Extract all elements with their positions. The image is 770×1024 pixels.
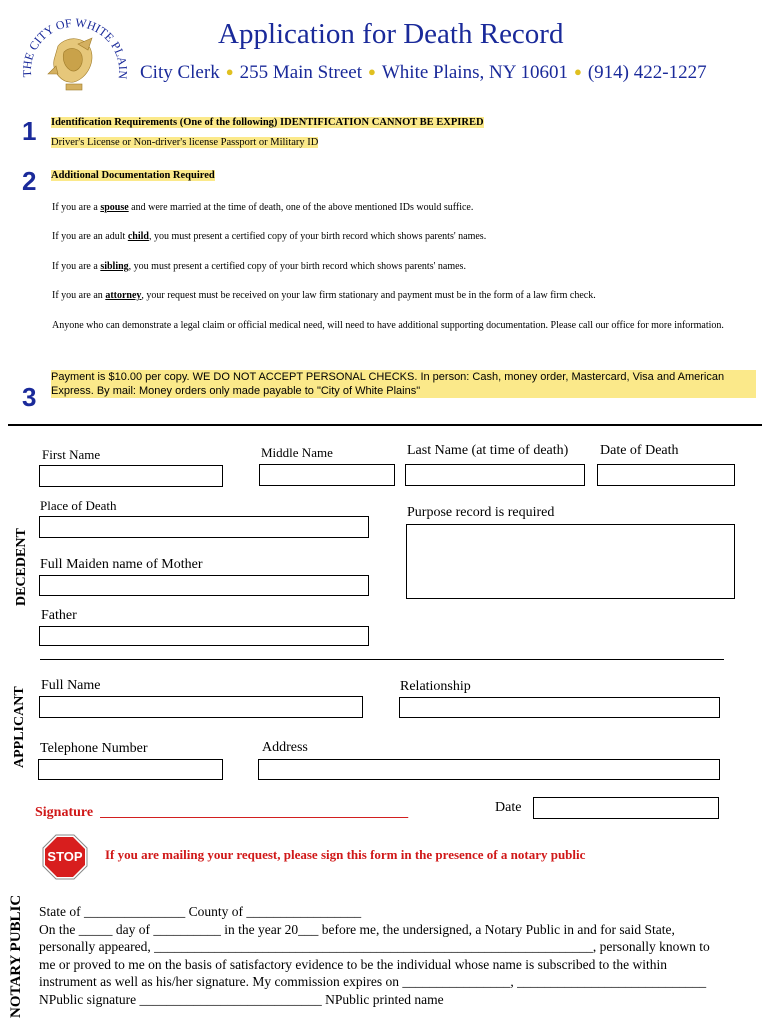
signature-label: Signature	[35, 805, 94, 820]
svg-text:THE CITY OF WHITE PLAINS: THE CITY OF WHITE PLAIN	[19, 15, 130, 80]
telephone-input[interactable]	[38, 759, 223, 780]
father-name-input[interactable]	[39, 626, 369, 646]
father-label: Father	[41, 608, 77, 623]
notary-line-signature[interactable]: NPublic signature ___________________________ NPublic printed name	[39, 991, 444, 1007]
notary-line-appeared[interactable]: personally appeared, _________________________________________________________________, personally known to	[39, 939, 710, 954]
mother-maiden-name-input[interactable]	[39, 575, 369, 596]
stop-sign-icon	[42, 834, 88, 880]
bullet-icon: ●	[368, 64, 376, 79]
office-name: City Clerk	[140, 62, 220, 83]
step2-heading: Additional Documentation Required	[51, 170, 215, 181]
step1-heading: Identification Requirements (One of the following) IDENTIFICATION CANNOT BE EXPIRED	[51, 117, 484, 128]
sibling-requirement: If you are a sibling, you must present a certified copy of your birth record which shows parents' names.	[52, 261, 466, 272]
notary-block	[39, 903, 759, 1008]
date-of-death-label: Date of Death	[600, 443, 679, 458]
decedent-first-name-input[interactable]	[39, 465, 223, 487]
notary-line-evidence: me or proved to me on the basis of satisfactory evidence to be the individual whose name is subscribed to the within	[39, 956, 667, 972]
date-label: Date	[495, 800, 522, 815]
notary-line-commission[interactable]: instrument as well as his/her signature. My commission expires on ________________, ____________________________	[39, 974, 707, 989]
notary-section-label: NOTARY PUBLIC	[8, 894, 24, 1018]
child-requirement: If you are an adult child, you must present a certified copy of your birth record which shows parents' names.	[52, 231, 487, 242]
city-seal-logo	[18, 8, 130, 100]
place-of-death-label: Place of Death	[40, 498, 117, 513]
section-divider	[8, 424, 762, 426]
applicant-full-name-input[interactable]	[39, 696, 363, 718]
decedent-last-name-input[interactable]	[405, 464, 585, 486]
purpose-label: Purpose record is required	[407, 505, 555, 520]
step-number-3: 3	[22, 382, 37, 412]
section-divider	[40, 659, 724, 660]
relationship-input[interactable]	[399, 697, 720, 718]
svg-text:STOP: STOP	[47, 849, 83, 864]
middle-name-label: Middle Name	[261, 445, 333, 460]
payment-info: Payment is $10.00 per copy. WE DO NOT ACCEPT PERSONAL CHECKS. In person: Cash, money order, Mastercard, Visa and American Express. By mail: Money orders only made payable to "City of White Plains"	[51, 370, 756, 398]
step-number-1: 1	[22, 116, 37, 146]
street-address: 255 Main Street	[239, 62, 362, 83]
signature-blank: ____________________________________________	[100, 805, 409, 820]
contact-line	[140, 62, 707, 84]
relationship-label: Relationship	[400, 679, 471, 694]
purpose-textarea[interactable]	[406, 524, 735, 599]
page-title: Application for Death Record	[218, 18, 564, 50]
place-of-death-input[interactable]	[39, 516, 369, 538]
step1-id-list: Driver's License or Non-driver's license Passport or Military ID	[51, 137, 319, 148]
telephone-label: Telephone Number	[40, 741, 148, 756]
other-claim-requirement: Anyone who can demonstrate a legal claim or official medical need, will need to have additional supporting documentation. Please call our office for more information.	[52, 320, 724, 331]
mother-name-label: Full Maiden name of Mother	[40, 557, 203, 572]
notary-line-state[interactable]: State of _______________ County of _________________	[39, 904, 362, 919]
phone-number: (914) 422-1227	[587, 62, 707, 83]
decedent-section-label: DECEDENT	[14, 528, 29, 606]
date-input[interactable]	[533, 797, 719, 819]
city-address: White Plains, NY 10601	[381, 62, 568, 83]
step-number-2: 2	[22, 166, 37, 196]
address-input[interactable]	[258, 759, 720, 780]
full-name-label: Full Name	[41, 678, 101, 693]
applicant-section-label: APPLICANT	[12, 686, 27, 768]
address-label: Address	[262, 740, 308, 755]
notary-line-date[interactable]: On the _____ day of __________ in the year 20___ before me, the undersigned, a Notary Public in and for said State,	[39, 921, 675, 937]
last-name-label: Last Name (at time of death)	[407, 443, 569, 458]
notary-warning: If you are mailing your request, please sign this form in the presence of a notary public	[105, 847, 586, 862]
attorney-requirement: If you are an attorney, your request must be received on your law firm stationary and payment must be in the form of a law firm check.	[52, 290, 596, 301]
first-name-label: First Name	[42, 447, 101, 462]
bullet-icon: ●	[225, 64, 234, 79]
spouse-requirement: If you are a spouse and were married at the time of death, one of the above mentioned IDs would suffice.	[52, 202, 474, 213]
decedent-middle-name-input[interactable]	[259, 464, 395, 486]
signature-line[interactable]	[35, 805, 408, 821]
date-of-death-input[interactable]	[597, 464, 735, 486]
bullet-icon: ●	[573, 64, 582, 79]
